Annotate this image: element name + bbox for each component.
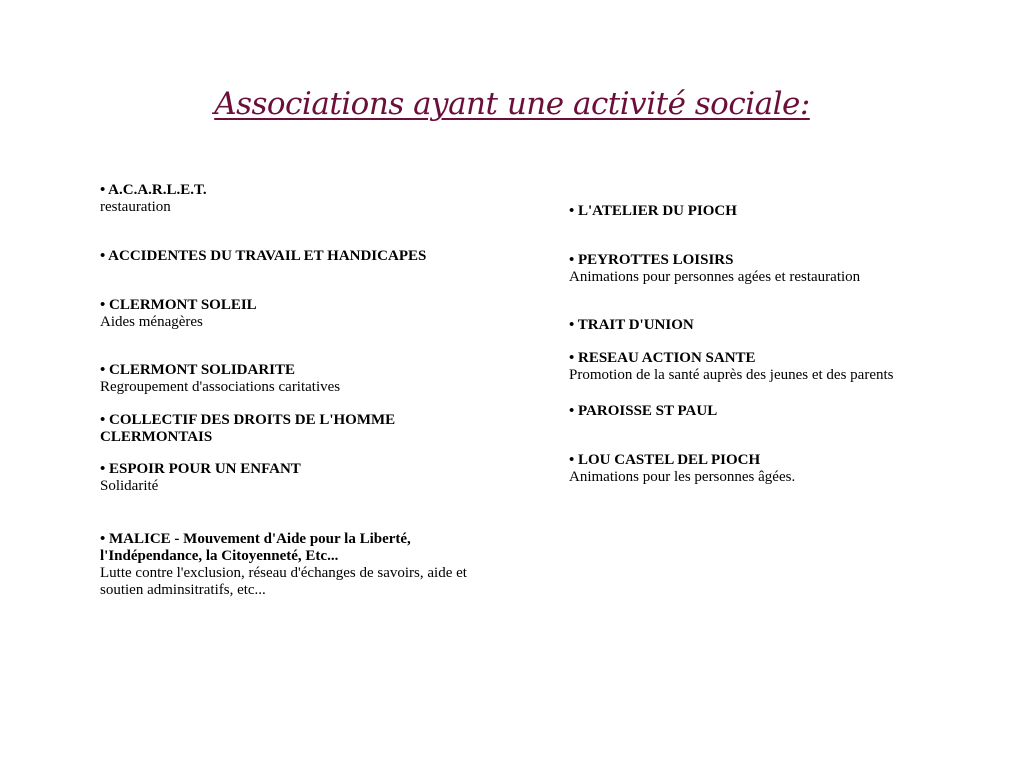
association-item-lou-castel bbox=[569, 452, 989, 486]
association-name: • COLLECTIF DES DROITS DE L'HOMME CLERMONTAIS bbox=[100, 412, 396, 445]
association-name: • PAROISSE ST PAUL bbox=[569, 403, 718, 419]
association-description: Aides ménagères bbox=[100, 314, 203, 330]
association-description: Promotion de la santé auprès des jeunes et des parents bbox=[569, 367, 894, 383]
association-item-accidentes bbox=[100, 248, 500, 265]
association-name: • RESEAU ACTION SANTE bbox=[569, 350, 756, 366]
association-item-trait-union bbox=[569, 317, 989, 334]
association-item-atelier-pioch bbox=[569, 203, 989, 220]
association-item-reseau-action-sante bbox=[569, 350, 989, 384]
page-title: Associations ayant une activité sociale: bbox=[214, 86, 810, 122]
association-item-clermont-soleil bbox=[100, 297, 500, 331]
association-name: • TRAIT D'UNION bbox=[569, 317, 694, 333]
association-item-peyrottes bbox=[569, 252, 989, 286]
association-description: restauration bbox=[100, 199, 171, 215]
association-item-clermont-solidarite bbox=[100, 362, 500, 396]
association-item-malice bbox=[100, 531, 485, 599]
association-name: • CLERMONT SOLIDARITE bbox=[100, 362, 296, 378]
association-description: Lutte contre l'exclusion, réseau d'échanges de savoirs, aide et soutien adminsitratifs, etc... bbox=[100, 565, 467, 598]
association-item-collectif-droits bbox=[100, 412, 460, 446]
association-item-espoir bbox=[100, 461, 500, 495]
association-description: Solidarité bbox=[100, 478, 159, 494]
association-name: • A.C.A.R.L.E.T. bbox=[100, 182, 207, 198]
association-description: Animations pour personnes agées et restauration bbox=[569, 269, 861, 285]
association-name: • CLERMONT SOLEIL bbox=[100, 297, 257, 313]
association-name: • L'ATELIER DU PIOCH bbox=[569, 203, 737, 219]
association-name: • PEYROTTES LOISIRS bbox=[569, 252, 734, 268]
association-name: • MALICE - Mouvement d'Aide pour la Liberté, l'Indépendance, la Citoyenneté, Etc... bbox=[100, 531, 411, 564]
association-name: • ESPOIR POUR UN ENFANT bbox=[100, 461, 301, 477]
association-item-acarlet bbox=[100, 182, 500, 216]
association-description: Regroupement d'associations caritatives bbox=[100, 379, 341, 395]
association-name: • LOU CASTEL DEL PIOCH bbox=[569, 452, 761, 468]
association-description: Animations pour les personnes âgées. bbox=[569, 469, 796, 485]
association-item-paroisse bbox=[569, 403, 989, 420]
association-name: • ACCIDENTES DU TRAVAIL ET HANDICAPES bbox=[100, 248, 427, 264]
